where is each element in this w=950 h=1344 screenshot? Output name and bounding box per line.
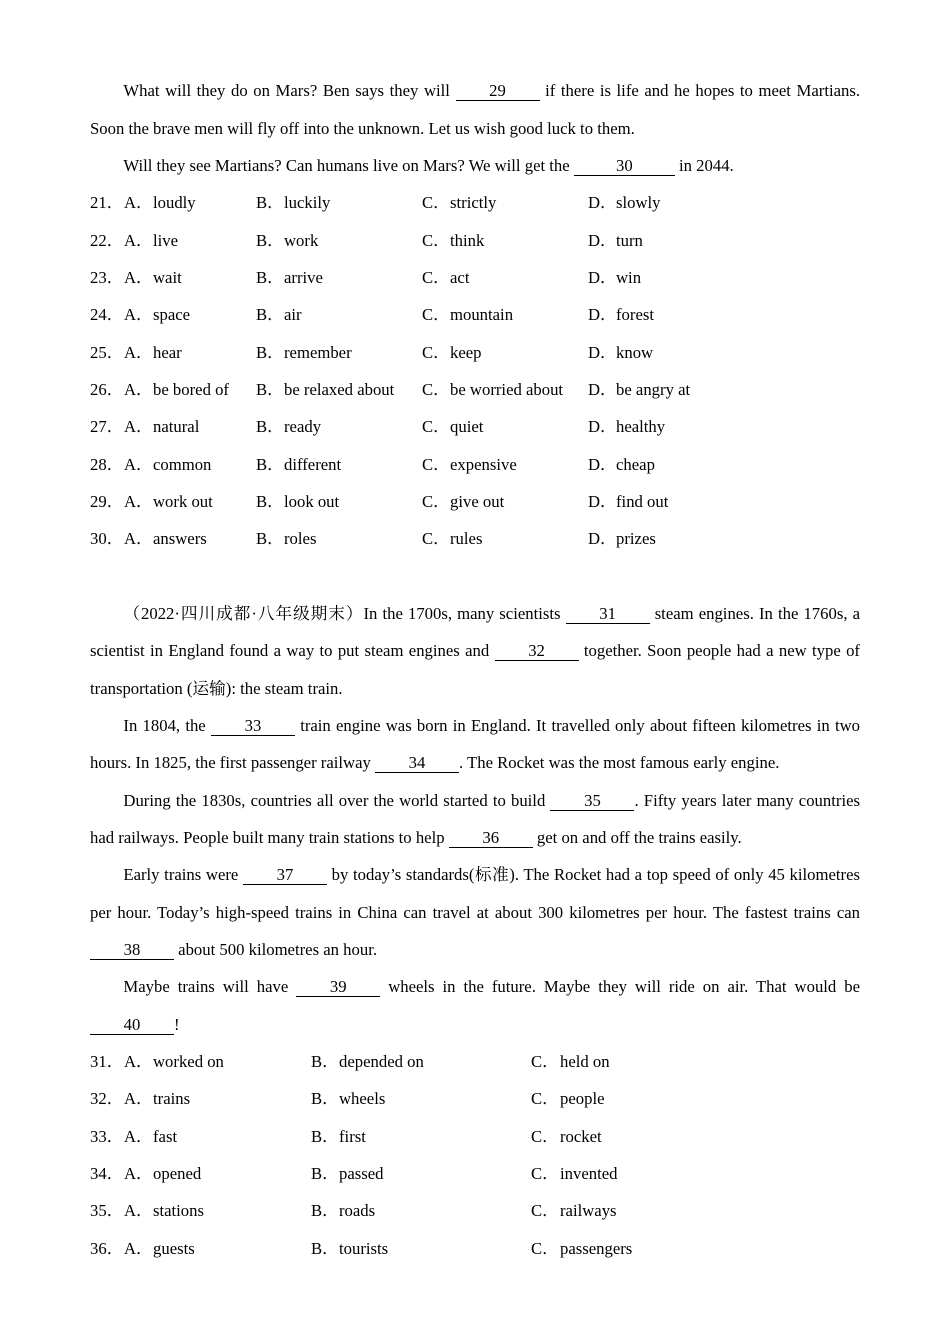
question-number: 31． — [90, 1051, 124, 1071]
option-d-text: know — [616, 342, 654, 362]
option-c-text: people — [560, 1089, 605, 1109]
question-number: 35． — [90, 1201, 124, 1221]
option-d-letter: D． — [588, 454, 617, 474]
document-content — [90, 72, 860, 1267]
question-number: 32． — [90, 1089, 124, 1109]
option-c-letter: C． — [531, 1201, 559, 1221]
text-segment: get on and off the trains easily. — [532, 827, 742, 847]
option-a-letter: A． — [124, 454, 153, 474]
option-c-text: be worried about — [450, 379, 564, 399]
question-number: 34． — [90, 1163, 124, 1183]
question-28 — [90, 446, 860, 483]
option-b-letter: B． — [311, 1201, 339, 1221]
question-36 — [90, 1230, 860, 1267]
section-gap — [90, 558, 860, 595]
option-b-letter: B． — [311, 1126, 339, 1146]
text-segment: together. Soon people had a new type of — [578, 641, 860, 661]
option-b-letter: B． — [256, 305, 284, 325]
question-21 — [90, 184, 860, 221]
option-b-text: be relaxed about — [284, 379, 395, 399]
option-d-text: healthy — [616, 417, 666, 437]
option-c-text: rules — [450, 529, 483, 549]
option-b-letter: B． — [311, 1163, 339, 1183]
option-d-text: win — [616, 267, 642, 287]
blank-29: 29 — [456, 82, 540, 101]
option-d-text: forest — [616, 305, 654, 325]
text-segment: scientist in England found a way to put steam engines and — [90, 641, 495, 661]
question-24 — [90, 296, 860, 333]
option-c-letter: C． — [531, 1126, 559, 1146]
option-d-letter: D． — [588, 230, 617, 250]
option-a-text: live — [153, 230, 179, 250]
option-c-letter: C． — [422, 529, 450, 549]
text-segment: Will they see Martians? Can humans live on Mars? We will get the — [123, 155, 574, 175]
paragraph-line — [90, 72, 860, 109]
option-a-letter: A． — [124, 1089, 153, 1109]
text-segment: . The Rocket was the most famous early engine. — [459, 753, 780, 773]
option-b-letter: B． — [256, 342, 284, 362]
option-a-letter: A． — [124, 529, 153, 549]
option-a-text: space — [153, 305, 191, 325]
text-segment: had railways. People built many train stations to help — [90, 827, 449, 847]
option-c-letter: C． — [531, 1238, 559, 1258]
paragraph-line — [90, 744, 860, 781]
text-segment: ! — [174, 1014, 180, 1034]
text-segment: per hour. Today’s high-speed trains in China can travel at about 300 kilometres per hour. The fastest trains can — [90, 902, 860, 922]
blank-34: 34 — [375, 754, 459, 773]
option-b-text: roads — [339, 1201, 376, 1221]
option-b-letter: B． — [256, 379, 284, 399]
option-a-letter: A． — [124, 342, 153, 362]
option-b-text: passed — [339, 1163, 384, 1183]
option-c-text: passengers — [560, 1238, 633, 1258]
paragraph-line — [90, 1006, 860, 1043]
paragraph-line — [90, 894, 860, 931]
option-a-text: opened — [153, 1163, 202, 1183]
option-c-text: railways — [560, 1201, 617, 1221]
option-b-letter: B． — [311, 1238, 339, 1258]
option-d-text: find out — [616, 491, 669, 511]
option-a-letter: A． — [124, 417, 153, 437]
question-35 — [90, 1192, 860, 1229]
option-c-text: keep — [450, 342, 482, 362]
option-c-text: give out — [450, 491, 505, 511]
option-c-letter: C． — [531, 1089, 559, 1109]
option-b-letter: B． — [256, 230, 284, 250]
question-33 — [90, 1118, 860, 1155]
paragraph-line — [90, 782, 860, 819]
option-c-letter: C． — [422, 305, 450, 325]
question-29 — [90, 483, 860, 520]
blank-30: 30 — [574, 157, 675, 176]
blank-35: 35 — [550, 792, 634, 811]
option-a-letter: A． — [124, 1238, 153, 1258]
option-b-text: different — [284, 454, 342, 474]
option-c-text: think — [450, 230, 485, 250]
question-number: 23． — [90, 267, 124, 287]
option-b-letter: B． — [256, 491, 284, 511]
option-b-text: depended on — [339, 1051, 424, 1071]
option-c-text: invented — [560, 1163, 618, 1183]
option-b-text: air — [284, 305, 302, 325]
option-d-letter: D． — [588, 529, 617, 549]
option-d-letter: D． — [588, 342, 617, 362]
blank-33: 33 — [211, 717, 295, 736]
option-a-text: guests — [153, 1238, 195, 1258]
question-25 — [90, 334, 860, 371]
blank-37: 37 — [243, 866, 327, 885]
option-b-text: remember — [284, 342, 352, 362]
text-segment: . Fifty years later many countries — [634, 790, 860, 810]
text-segment: wheels in the future. Maybe they will ride on air. That would be — [380, 977, 861, 997]
option-b-text: luckily — [284, 193, 331, 213]
option-c-text: strictly — [450, 193, 497, 213]
paragraph-line — [90, 707, 860, 744]
paragraph-line — [90, 632, 860, 669]
option-d-text: turn — [616, 230, 643, 250]
option-a-letter: A． — [124, 1163, 153, 1183]
question-number: 36． — [90, 1238, 124, 1258]
option-a-text: fast — [153, 1126, 178, 1146]
blank-31: 31 — [566, 605, 650, 624]
question-number: 22． — [90, 230, 124, 250]
text-segment: Soon the brave men will fly off into the unknown. Let us wish good luck to them. — [90, 118, 635, 138]
text-segment: Early trains were — [123, 865, 243, 885]
text-segment: if there is life and he hopes to meet Martians. — [539, 81, 861, 101]
source-label: （2022·四川成都·八年级期末） — [123, 603, 364, 623]
option-d-letter: D． — [588, 305, 617, 325]
text-segment: about 500 kilometres an hour. — [174, 939, 377, 959]
option-d-letter: D． — [588, 267, 617, 287]
option-c-letter: C． — [531, 1163, 559, 1183]
paragraph-line — [90, 110, 860, 147]
option-a-letter: A． — [124, 491, 153, 511]
question-30 — [90, 520, 860, 557]
option-a-text: trains — [153, 1089, 191, 1109]
text-segment: steam engines. In the 1760s, a — [649, 603, 860, 623]
option-b-letter: B． — [311, 1089, 339, 1109]
option-b-letter: B． — [256, 529, 284, 549]
option-a-letter: A． — [124, 193, 153, 213]
option-a-text: loudly — [153, 193, 196, 213]
blank-40: 40 — [90, 1016, 174, 1035]
question-26 — [90, 371, 860, 408]
paragraph-line — [90, 670, 860, 707]
blank-38: 38 — [90, 941, 174, 960]
text-segment: During the 1830s, countries all over the world started to build — [123, 790, 551, 810]
option-c-text: expensive — [450, 454, 517, 474]
option-c-text: mountain — [450, 305, 514, 325]
option-c-letter: C． — [422, 267, 450, 287]
option-a-text: stations — [153, 1201, 204, 1221]
text-segment: in 2044. — [674, 155, 734, 175]
option-a-letter: A． — [124, 1126, 153, 1146]
option-d-text: slowly — [616, 193, 661, 213]
question-23 — [90, 259, 860, 296]
option-c-letter: C． — [422, 230, 450, 250]
option-a-text: work out — [153, 491, 213, 511]
option-a-text: answers — [153, 529, 207, 549]
option-b-letter: B． — [256, 193, 284, 213]
question-number: 29． — [90, 491, 124, 511]
option-c-text: held on — [560, 1051, 610, 1071]
blank-32: 32 — [495, 642, 579, 661]
option-b-text: arrive — [284, 267, 323, 287]
question-number: 24． — [90, 305, 124, 325]
option-d-text: prizes — [616, 529, 656, 549]
option-c-text: quiet — [450, 417, 484, 437]
question-32 — [90, 1080, 860, 1117]
option-d-text: be angry at — [616, 379, 691, 399]
paragraph-line — [90, 856, 860, 893]
text-segment: transportation (运输): the steam train. — [90, 678, 343, 698]
text-segment: Maybe trains will have — [123, 977, 297, 997]
question-number: 33． — [90, 1126, 124, 1146]
text-segment: In the 1700s, many scientists — [363, 603, 566, 623]
option-b-text: tourists — [339, 1238, 389, 1258]
paragraph-line — [90, 595, 860, 632]
option-c-letter: C． — [531, 1051, 559, 1071]
option-a-letter: A． — [124, 1201, 153, 1221]
question-number: 30． — [90, 529, 124, 549]
option-a-text: common — [153, 454, 212, 474]
paragraph-line — [90, 968, 860, 1005]
blank-39: 39 — [296, 978, 380, 997]
option-b-text: ready — [284, 417, 322, 437]
question-22 — [90, 222, 860, 259]
option-b-letter: B． — [311, 1051, 339, 1071]
option-b-text: work — [284, 230, 319, 250]
question-number: 28． — [90, 454, 124, 474]
text-segment: In 1804, the — [123, 715, 211, 735]
option-c-letter: C． — [422, 491, 450, 511]
paragraph-line — [90, 147, 860, 184]
option-a-text: be bored of — [153, 379, 229, 399]
option-b-text: wheels — [339, 1089, 386, 1109]
question-number: 27． — [90, 417, 124, 437]
question-34 — [90, 1155, 860, 1192]
option-d-text: cheap — [616, 454, 655, 474]
option-d-letter: D． — [588, 379, 617, 399]
option-c-letter: C． — [422, 342, 450, 362]
option-c-letter: C． — [422, 193, 450, 213]
question-number: 21． — [90, 193, 124, 213]
option-c-letter: C． — [422, 417, 450, 437]
option-a-letter: A． — [124, 230, 153, 250]
text-segment: What will they do on Mars? Ben says they will — [123, 81, 456, 101]
option-a-letter: A． — [124, 305, 153, 325]
paragraph-line — [90, 931, 860, 968]
question-number: 26． — [90, 379, 124, 399]
text-segment: by today’s standards(标准). The Rocket had a top speed of only 45 kilometres — [327, 865, 860, 885]
paragraph-line — [90, 819, 860, 856]
option-a-text: wait — [153, 267, 182, 287]
option-a-text: worked on — [153, 1051, 224, 1071]
option-b-text: first — [339, 1126, 366, 1146]
option-a-letter: A． — [124, 267, 153, 287]
question-31 — [90, 1043, 860, 1080]
option-b-text: roles — [284, 529, 317, 549]
blank-36: 36 — [449, 829, 533, 848]
option-c-letter: C． — [422, 454, 450, 474]
option-c-text: act — [450, 267, 470, 287]
option-b-letter: B． — [256, 417, 284, 437]
option-a-letter: A． — [124, 379, 153, 399]
option-c-letter: C． — [422, 379, 450, 399]
option-c-text: rocket — [560, 1126, 602, 1146]
option-b-letter: B． — [256, 267, 284, 287]
option-a-letter: A． — [124, 1051, 153, 1071]
option-a-text: natural — [153, 417, 200, 437]
option-b-text: look out — [284, 491, 340, 511]
option-b-letter: B． — [256, 454, 284, 474]
question-27 — [90, 408, 860, 445]
option-a-text: hear — [153, 342, 182, 362]
option-d-letter: D． — [588, 491, 617, 511]
text-segment: hours. In 1825, the first passenger railway — [90, 753, 376, 773]
question-number: 25． — [90, 342, 124, 362]
option-d-letter: D． — [588, 193, 617, 213]
text-segment: train engine was born in England. It travelled only about fifteen kilometres in two — [294, 715, 860, 735]
option-d-letter: D． — [588, 417, 617, 437]
